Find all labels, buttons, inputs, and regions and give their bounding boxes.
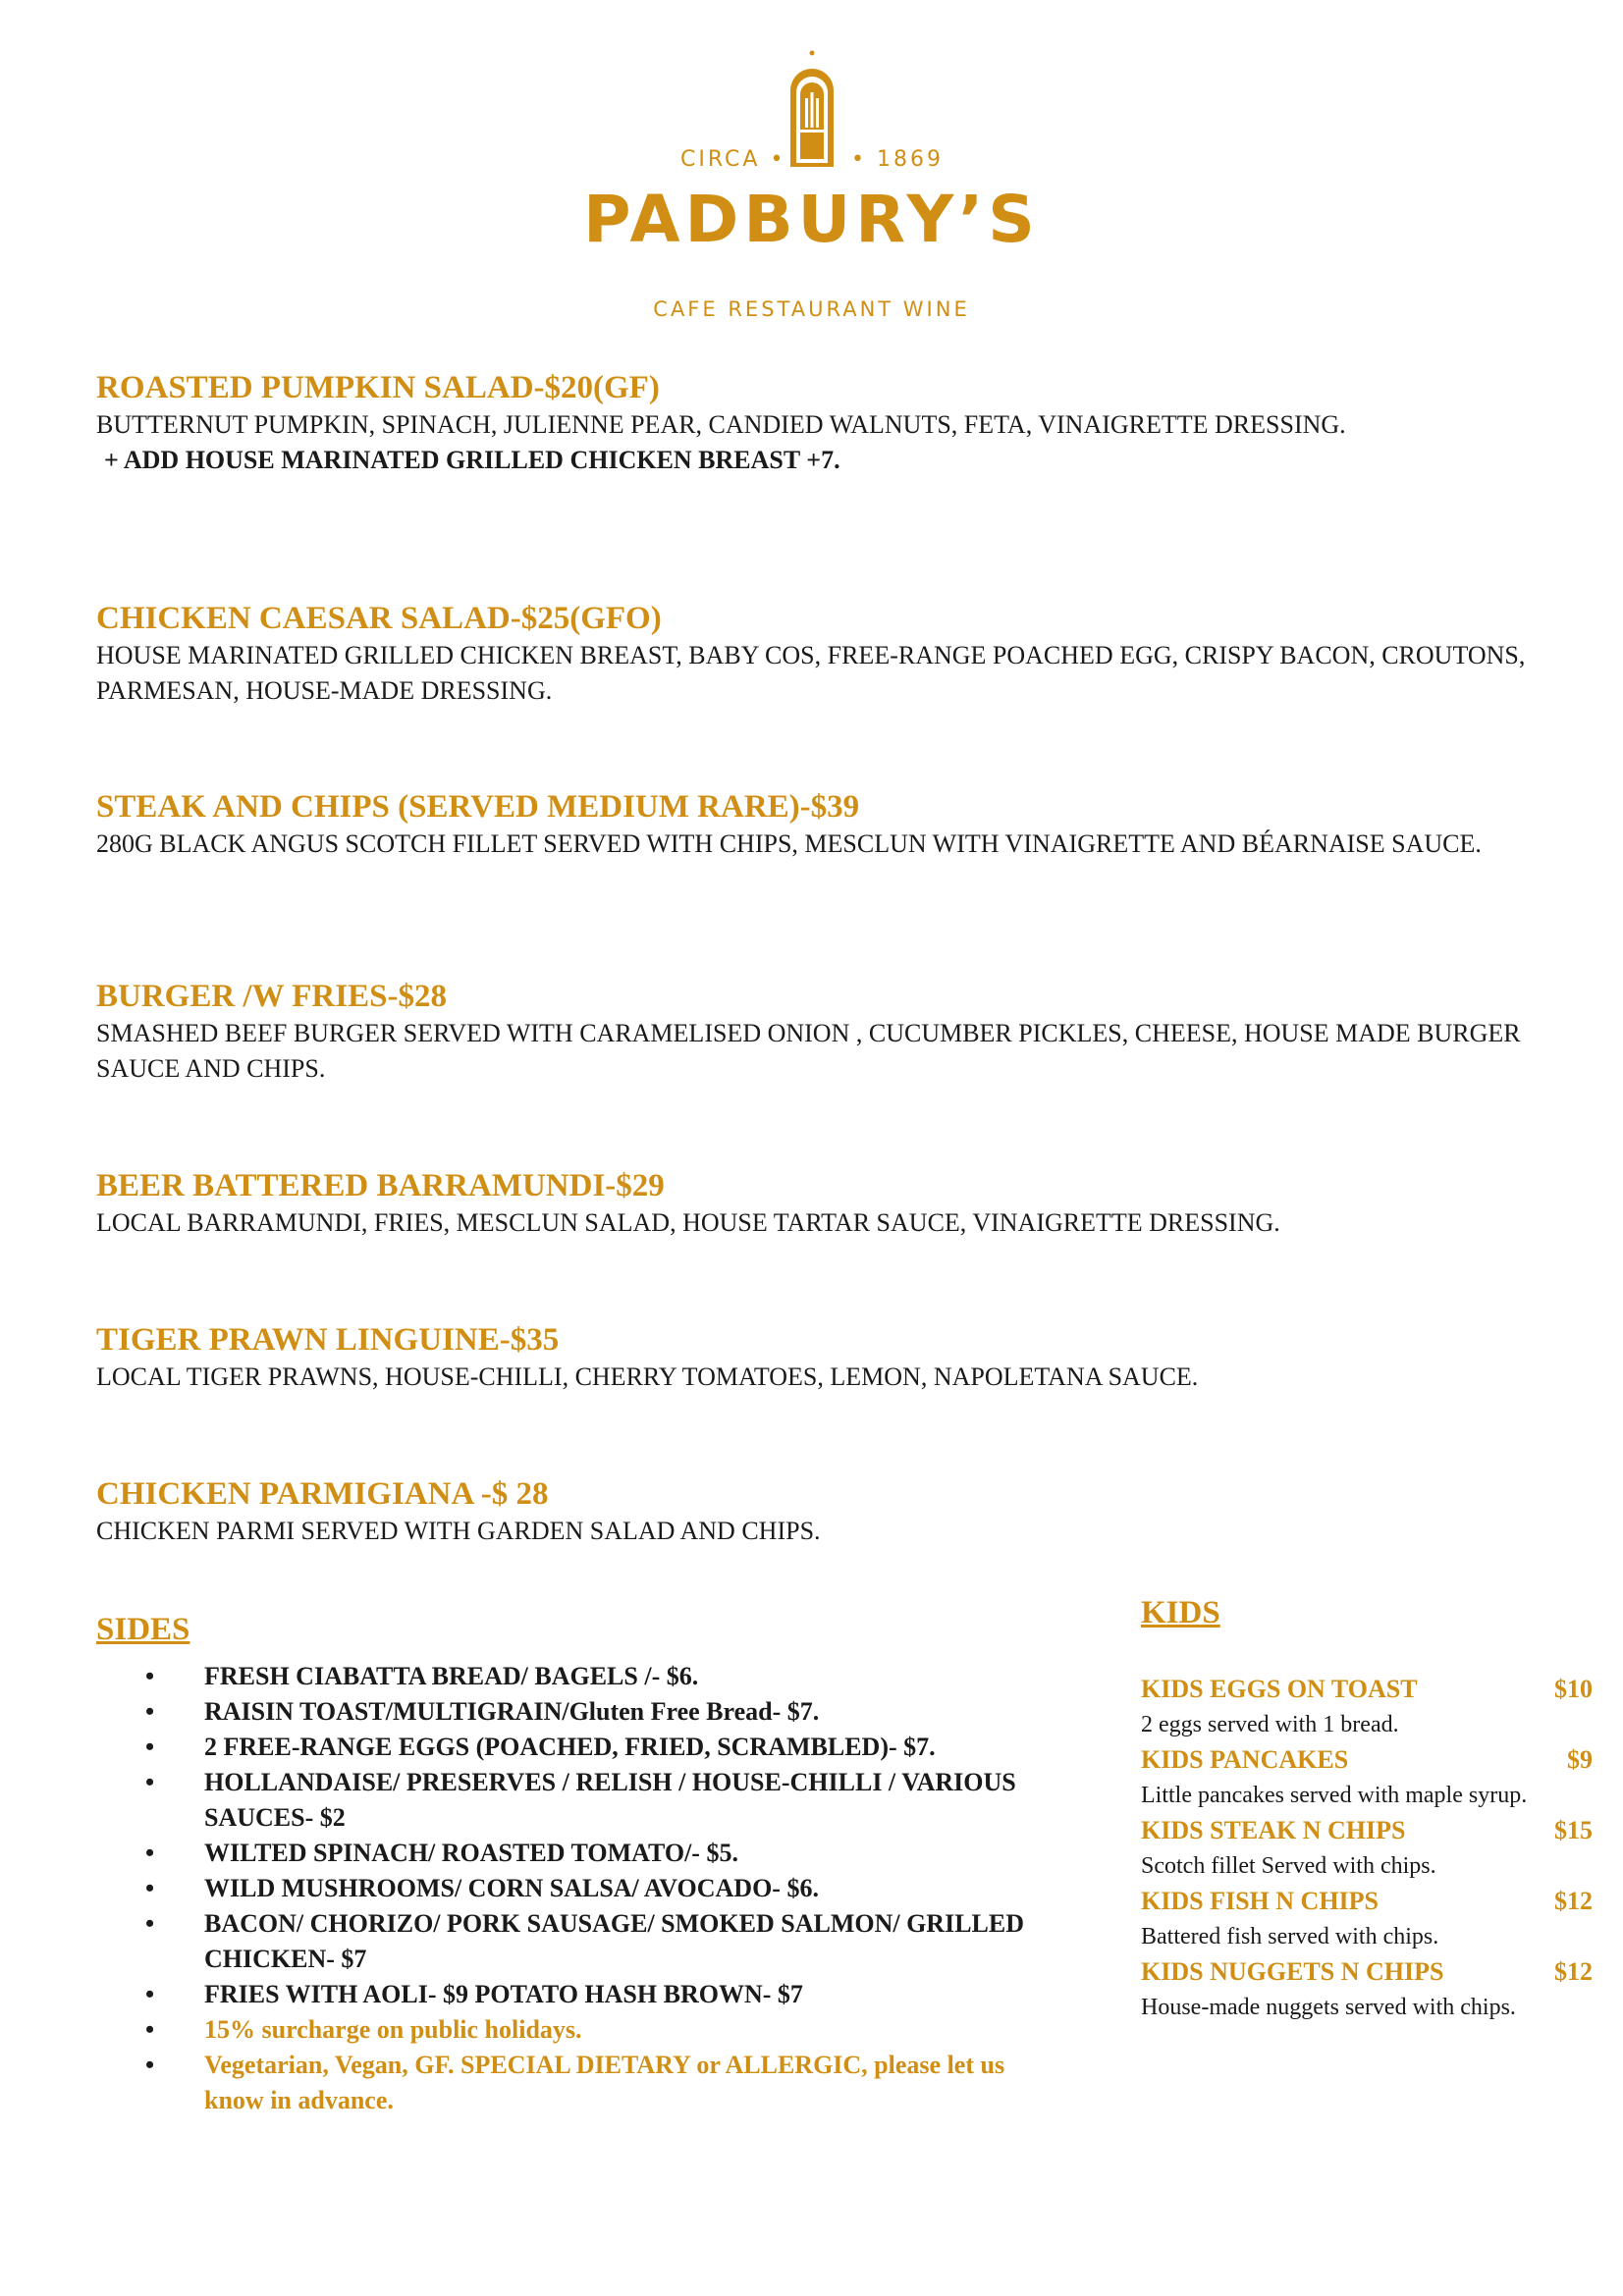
menu-item-title: ROASTED PUMPKIN SALAD-$20(GF) — [96, 370, 660, 405]
kids-item-description: Scotch fillet Served with chips. — [1141, 1853, 1436, 1879]
menu-item-title: STEAK AND CHIPS (SERVED MEDIUM RARE)-$39 — [96, 789, 860, 825]
kids-item — [1141, 1672, 1593, 1707]
list-item: • RAISIN TOAST/MULTIGRAIN/Gluten Free Bread- $7. — [145, 1697, 820, 1726]
surcharge-note: • 15% surcharge on public holidays. — [145, 2015, 582, 2044]
menu-item-addon: + ADD HOUSE MARINATED GRILLED CHICKEN BREAST +7. — [104, 446, 840, 474]
dietary-note: • Vegetarian, Vegan, GF. SPECIAL DIETARY or ALLERGIC, please let us know in advance. — [145, 2051, 1005, 2114]
year-label: • 1869 — [851, 147, 944, 172]
list-item: • FRESH CIABATTA BREAD/ BAGELS /- $6. — [145, 1662, 699, 1690]
circa-label: CIRCA • — [680, 147, 786, 172]
kids-item — [1141, 1742, 1593, 1778]
kids-item-description: Battered fish served with chips. — [1141, 1924, 1439, 1949]
kids-item — [1141, 1954, 1593, 1990]
kids-item-description: House-made nuggets served with chips. — [1141, 1995, 1516, 2020]
kids-item-price: $9 — [1567, 1745, 1593, 1774]
sides-list — [96, 1659, 1039, 2118]
sides-section — [96, 1610, 1039, 2118]
kids-item — [1141, 1813, 1593, 1848]
menu-item-description: 280G BLACK ANGUS SCOTCH FILLET SERVED WITH CHIPS, MESCLUN WITH VINAIGRETTE AND BÉARNAISE SAUCE. — [96, 829, 1482, 858]
kids-item-name: KIDS FISH N CHIPS — [1141, 1887, 1379, 1915]
menu-item — [96, 599, 1540, 709]
kids-item-name: KIDS EGGS ON TOAST — [1141, 1675, 1418, 1703]
menu-item-title: CHICKEN CAESAR SALAD-$25(GFO) — [96, 601, 662, 636]
menu-item-description: SMASHED BEEF BURGER SERVED WITH CARAMELISED ONION , CUCUMBER PICKLES, CHEESE, HOUSE MADE BURGER SAUCE AND CHIPS. — [96, 1019, 1521, 1083]
menu-item — [96, 1166, 1540, 1241]
kids-section — [1141, 1593, 1593, 2025]
kids-item — [1141, 1884, 1593, 1919]
menu-item-description: HOUSE MARINATED GRILLED CHICKEN BREAST, BABY COS, FREE-RANGE POACHED EGG, CRISPY BACON, CROUTONS, PARMESAN, HOUSE-MADE DRESSING. — [96, 641, 1526, 705]
list-item: • 2 FREE-RANGE EGGS (POACHED, FRIED, SCRAMBLED)- $7. — [145, 1733, 936, 1761]
menu-item-title: BEER BATTERED BARRAMUNDI-$29 — [96, 1168, 665, 1203]
list-item: • HOLLANDAISE/ PRESERVES / RELISH / HOUSE-CHILLI / VARIOUS SAUCES- $2 — [145, 1768, 1016, 1832]
menu-item — [96, 787, 1540, 862]
restaurant-logo — [0, 39, 1623, 334]
list-item: • FRIES WITH AOLI- $9 POTATO HASH BROWN- $7 — [145, 1980, 803, 2008]
menu-item-title: TIGER PRAWN LINGUINE-$35 — [96, 1322, 560, 1358]
kids-item-price: $15 — [1554, 1816, 1593, 1844]
kids-item-price: $10 — [1554, 1675, 1593, 1703]
menu-item-title: CHICKEN PARMIGIANA -$ 28 — [96, 1476, 549, 1512]
menu-item-title: BURGER /W FRIES-$28 — [96, 979, 447, 1014]
menu-item — [96, 1474, 1540, 1549]
sides-heading: SIDES — [96, 1612, 190, 1647]
menu-item — [96, 1320, 1540, 1395]
kids-item-price: $12 — [1554, 1957, 1593, 1986]
list-item: • WILD MUSHROOMS/ CORN SALSA/ AVOCADO- $6. — [145, 1874, 819, 1902]
kids-item-name: KIDS NUGGETS N CHIPS — [1141, 1957, 1444, 1986]
list-item: • WILTED SPINACH/ ROASTED TOMATO/- $5. — [145, 1839, 738, 1867]
kids-item-name: KIDS PANCAKES — [1141, 1745, 1349, 1774]
menu-item-description: CHICKEN PARMI SERVED WITH GARDEN SALAD AND CHIPS. — [96, 1517, 821, 1545]
menu-item-description: LOCAL TIGER PRAWNS, HOUSE-CHILLI, CHERRY TOMATOES, LEMON, NAPOLETANA SAUCE. — [96, 1362, 1199, 1391]
arched-door-icon — [783, 49, 841, 167]
kids-heading: KIDS — [1141, 1595, 1220, 1630]
menu-item — [96, 977, 1540, 1087]
menu-item-description: LOCAL BARRAMUNDI, FRIES, MESCLUN SALAD, HOUSE TARTAR SAUCE, VINAIGRETTE DRESSING. — [96, 1208, 1280, 1237]
brand-tagline: CAFE RESTAURANT WINE — [653, 297, 970, 321]
kids-item-description: Little pancakes served with maple syrup. — [1141, 1783, 1528, 1808]
kids-item-name: KIDS STEAK N CHIPS — [1141, 1816, 1406, 1844]
list-item: • BACON/ CHORIZO/ PORK SAUSAGE/ SMOKED SALMON/ GRILLED CHICKEN- $7 — [145, 1909, 1024, 1973]
kids-item-description: 2 eggs served with 1 bread. — [1141, 1712, 1399, 1737]
menu-item — [96, 368, 1540, 478]
brand-name: PADBURY’S — [583, 182, 1040, 257]
kids-item-price: $12 — [1554, 1887, 1593, 1915]
menu-item-description: BUTTERNUT PUMPKIN, SPINACH, JULIENNE PEAR, CANDIED WALNUTS, FETA, VINAIGRETTE DRESSING. — [96, 410, 1346, 439]
